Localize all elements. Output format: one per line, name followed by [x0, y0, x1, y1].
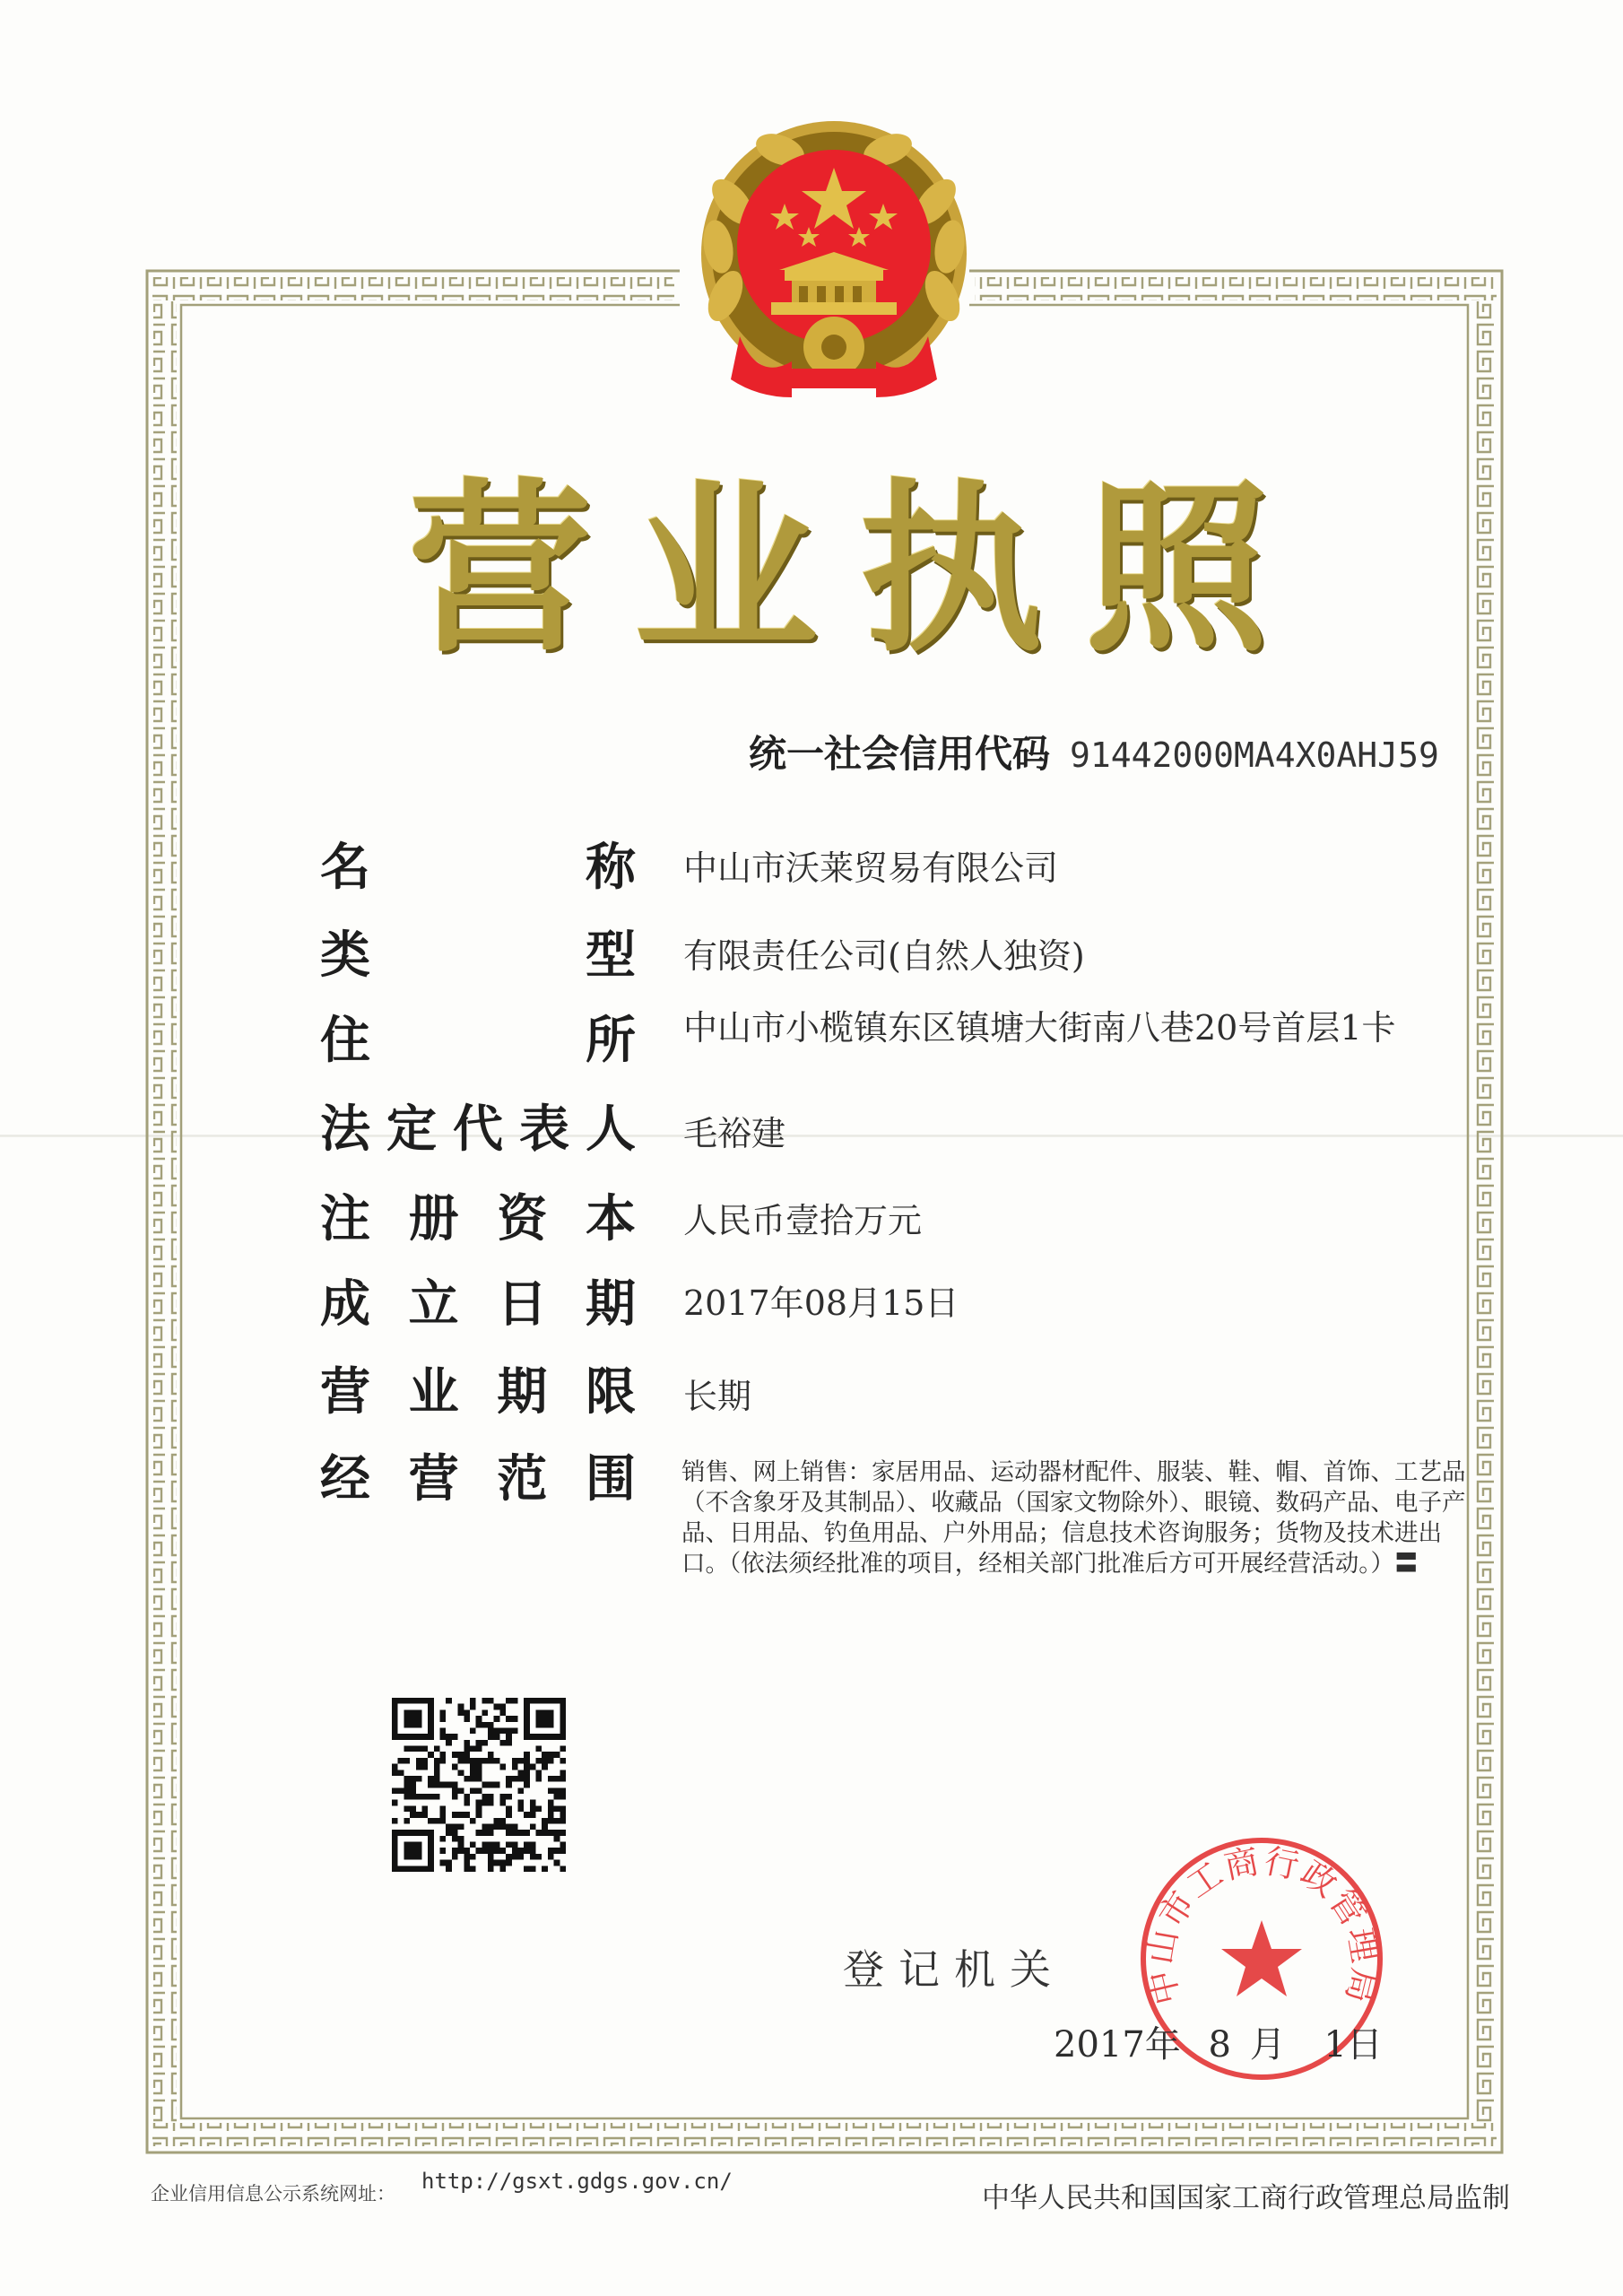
label-char: 范 — [497, 1450, 548, 1509]
footer-url: http://gsxt.gdgs.gov.cn/ — [421, 2169, 733, 2194]
issue-year: 2017 — [1054, 2024, 1145, 2066]
label-char: 营 — [320, 1363, 370, 1422]
label-char: 法 — [320, 1100, 370, 1159]
field-label-established — [320, 1275, 636, 1334]
field-value-scope: 销售、网上销售：家居用品、运动器材配件、服装、鞋、帽、首饰、工艺品（不含象牙及其制品）、收藏品（国家文物除外）、眼镜、数码产品、电子产品、日用品、钓鱼用品、户外用品；信息技术咨询服务；货物及技术进出口。（依法须经批准的项目，经相关部门批准后方可开展经营活动。）〓 — [681, 1458, 1466, 1578]
label-char: 类 — [320, 926, 370, 985]
label-char: 册 — [408, 1190, 459, 1248]
issue-month: 8 — [1208, 2024, 1231, 2066]
issue-day: 1 — [1324, 2024, 1347, 2066]
label-char: 代 — [453, 1100, 503, 1159]
field-label-capital — [320, 1190, 636, 1248]
field-value-established: 2017年08月15日 — [683, 1283, 959, 1323]
credit-code — [749, 725, 1439, 778]
national-emblem-icon — [686, 112, 982, 408]
label-char: 成 — [320, 1275, 370, 1334]
title-char: 照 — [1084, 461, 1269, 677]
label-char: 住 — [320, 1012, 370, 1070]
label-char: 业 — [408, 1363, 459, 1422]
qr-code-icon — [392, 1698, 566, 1872]
footer-supervision: 中华人民共和国国家工商行政管理总局监制 — [982, 2182, 1510, 2214]
field-value-name: 中山市沃莱贸易有限公司 — [683, 848, 1059, 888]
footer-url-label: 企业信用信息公示系统网址： — [151, 2183, 395, 2205]
seal-star-icon — [1221, 1920, 1302, 1996]
registration-authority: 登记机关 — [843, 1945, 1065, 1994]
field-value-capital: 人民币壹拾万元 — [683, 1201, 923, 1240]
field-label-legal-rep — [320, 1100, 636, 1159]
field-value-address: 中山市小榄镇东区镇塘大街南八巷20号首层1卡 — [683, 1008, 1396, 1048]
credit-code-value: 91442000MA4X0AHJ59 — [1070, 735, 1439, 775]
label-char: 期 — [497, 1363, 548, 1422]
label-char: 日 — [497, 1275, 548, 1334]
document-title — [408, 453, 1269, 686]
issue-year-unit: 年 — [1144, 2024, 1181, 2066]
field-label-scope — [320, 1450, 636, 1509]
label-char: 人 — [586, 1100, 636, 1159]
label-char: 限 — [585, 1363, 636, 1422]
label-char: 名 — [320, 839, 370, 897]
field-value-type: 有限责任公司(自然人独资) — [683, 936, 1085, 976]
label-char: 型 — [586, 926, 636, 985]
label-char: 立 — [408, 1275, 459, 1334]
field-label-name — [320, 841, 636, 895]
field-value-legal-rep: 毛裕建 — [683, 1114, 786, 1153]
label-char: 期 — [585, 1275, 636, 1334]
label-char: 营 — [408, 1450, 459, 1509]
field-value-term: 长期 — [683, 1377, 752, 1416]
title-char: 营 — [408, 461, 592, 677]
label-char: 本 — [585, 1190, 636, 1248]
issue-day-unit: 日 — [1346, 2024, 1383, 2066]
credit-code-label: 统一社会信用代码 — [749, 732, 1051, 776]
title-char: 执 — [859, 461, 1044, 677]
label-char: 表 — [519, 1100, 569, 1159]
seal-text: 中山市工商行政管理局 — [1140, 1840, 1385, 2009]
field-label-type — [320, 926, 636, 985]
label-char: 围 — [585, 1450, 636, 1509]
label-char: 资 — [497, 1190, 548, 1248]
label-char: 所 — [586, 1012, 636, 1070]
label-char: 经 — [320, 1450, 370, 1509]
field-label-address — [320, 1014, 636, 1068]
field-label-term — [320, 1363, 636, 1422]
label-char: 注 — [320, 1190, 370, 1248]
label-char: 定 — [386, 1100, 437, 1159]
title-char: 业 — [633, 461, 818, 677]
issue-month-unit: 月 — [1249, 2024, 1286, 2066]
issue-date — [1054, 2016, 1383, 2067]
label-char: 称 — [586, 839, 636, 897]
